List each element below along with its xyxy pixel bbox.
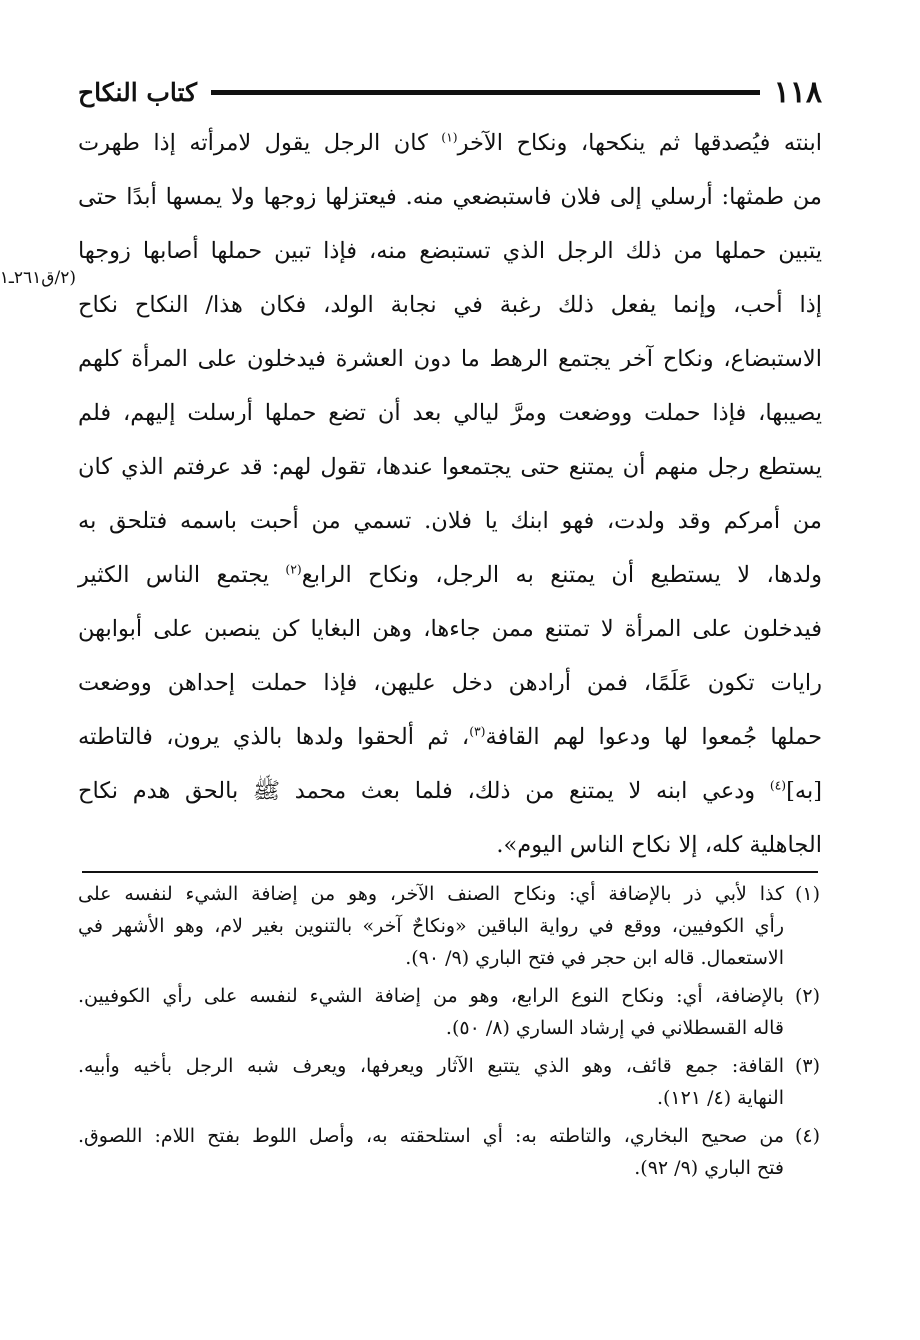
footnote-line: رأي الكوفيين، ووقع في رواية الباقين «ونكاحٌ آخر» بالتنوين بغير لام، وهو الأشهر في xyxy=(78,915,784,937)
footnote-line: القافة: جمع قائف، وهو الذي يتتبع الآثار ويعرفها، ويعرف شبه الرجل بأخيه وأبيه. xyxy=(78,1055,784,1077)
footnote-line: الاستعمال. قاله ابن حجر في فتح الباري (٩/ ٩٠). xyxy=(405,947,784,969)
text-line: يستطع رجل منهم أن يمتنع حتى يجتمعوا عندها، تقول لهم: قد عرفتم الذي كان xyxy=(78,454,822,480)
text-line: إذا أحب، وإنما يفعل ذلك رغبة في نجابة الولد، فكان هذا/ النكاح نكاح xyxy=(78,292,822,318)
text-line: من طمثها: أرسلي إلى فلان فاستبضعي منه. فيعتزلها زوجها ولا يمسها أبدًا حتى xyxy=(78,184,822,210)
footnote-line: قاله القسطلاني في إرشاد الساري (٨/ ٥٠). xyxy=(445,1017,784,1039)
footnotes xyxy=(78,878,820,1190)
running-title: كتاب النكاح xyxy=(78,77,197,107)
footnote-number: (٤) xyxy=(794,1125,820,1147)
footnote-marker: (٣) xyxy=(469,724,486,739)
header-rule xyxy=(211,90,760,95)
footnote-line: بالإضافة، أي: ونكاح النوع الرابع، وهو من إضافة الشيء لنفسه على رأي الكوفيين. xyxy=(78,985,784,1007)
footnote-marker: (٢) xyxy=(285,562,302,577)
text-line: ولدها، لا يستطيع أن يمتنع به الرجل، ونكاح الرابع$^{(٢)}$ يجتمع الناس الكثير xyxy=(78,562,822,588)
footnote-number: (٢) xyxy=(794,985,820,1007)
text-line: الاستبضاع، ونكاح آخر يجتمع الرهط ما دون العشرة فيدخلون على المرأة كلهم xyxy=(78,346,822,372)
footnote-line: فتح الباري (٩/ ٩٢). xyxy=(634,1157,784,1179)
text-line: [به]$^{(٤)}$ ودعي ابنه لا يمتنع من ذلك، فلما بعث محمد ﷺ بالحق هدم نكاح xyxy=(78,778,822,804)
page-number: ١١٨ xyxy=(773,74,822,110)
text-line: ابنته فيُصدقها ثم ينكحها، ونكاح الآخر$^{(١)}$ كان الرجل يقول لامرأته إذا طهرت xyxy=(78,130,822,156)
footnote-separator xyxy=(82,871,818,873)
footnote-1 xyxy=(78,878,820,974)
footnote-line: النهاية (٤/ ١٢١). xyxy=(656,1087,784,1109)
text-line: رايات تكون عَلَمًا، فمن أرادهن دخل عليهن، فإذا حملت إحداهن ووضعت xyxy=(78,670,822,696)
text-line: فيدخلون على المرأة لا تمتنع ممن جاءها، وهن البغايا كن ينصبن على أبوابهن xyxy=(78,616,822,642)
text-line: يصيبها، فإذا حملت ووضعت ومرَّ ليالي بعد أن تضع حملها أرسلت إليهم، فلم xyxy=(78,400,822,426)
footnote-4 xyxy=(78,1120,820,1184)
main-text xyxy=(78,116,822,872)
footnote-marker: (٤) xyxy=(769,778,787,793)
footnote-marker: (١) xyxy=(441,130,458,145)
text-line: من أمركم وقد ولدت، فهو ابنك يا فلان. تسمي من أحبت باسمه فتلحق به xyxy=(78,508,822,534)
manuscript-folio-reference: (٢/ق٢٦١ـ١ xyxy=(0,268,76,288)
text-line: يتبين حملها من ذلك الرجل الذي تستبضع منه، فإذا تبين حملها أصابها زوجها xyxy=(78,238,822,264)
footnote-line: كذا لأبي ذر بالإضافة أي: ونكاح الصنف الآخر، وهو من إضافة الشيء لنفسه على xyxy=(78,883,784,905)
text-line: حملها جُمعوا لها ودعوا لهم القافة$^{(٣)}$، ثم ألحقوا ولدها بالذي يرون، فالتاطته xyxy=(78,724,822,750)
footnote-number: (٣) xyxy=(794,1055,820,1077)
text-line: الجاهلية كله، إلا نكاح الناس اليوم». xyxy=(496,832,822,858)
footnote-2 xyxy=(78,980,820,1044)
footnote-3 xyxy=(78,1050,820,1114)
page-header xyxy=(78,70,822,114)
footnote-number: (١) xyxy=(794,883,820,905)
footnote-line: من صحيح البخاري، والتاطته به: أي استلحقته به، وأصل اللوط بفتح اللام: اللصوق. xyxy=(78,1125,784,1147)
